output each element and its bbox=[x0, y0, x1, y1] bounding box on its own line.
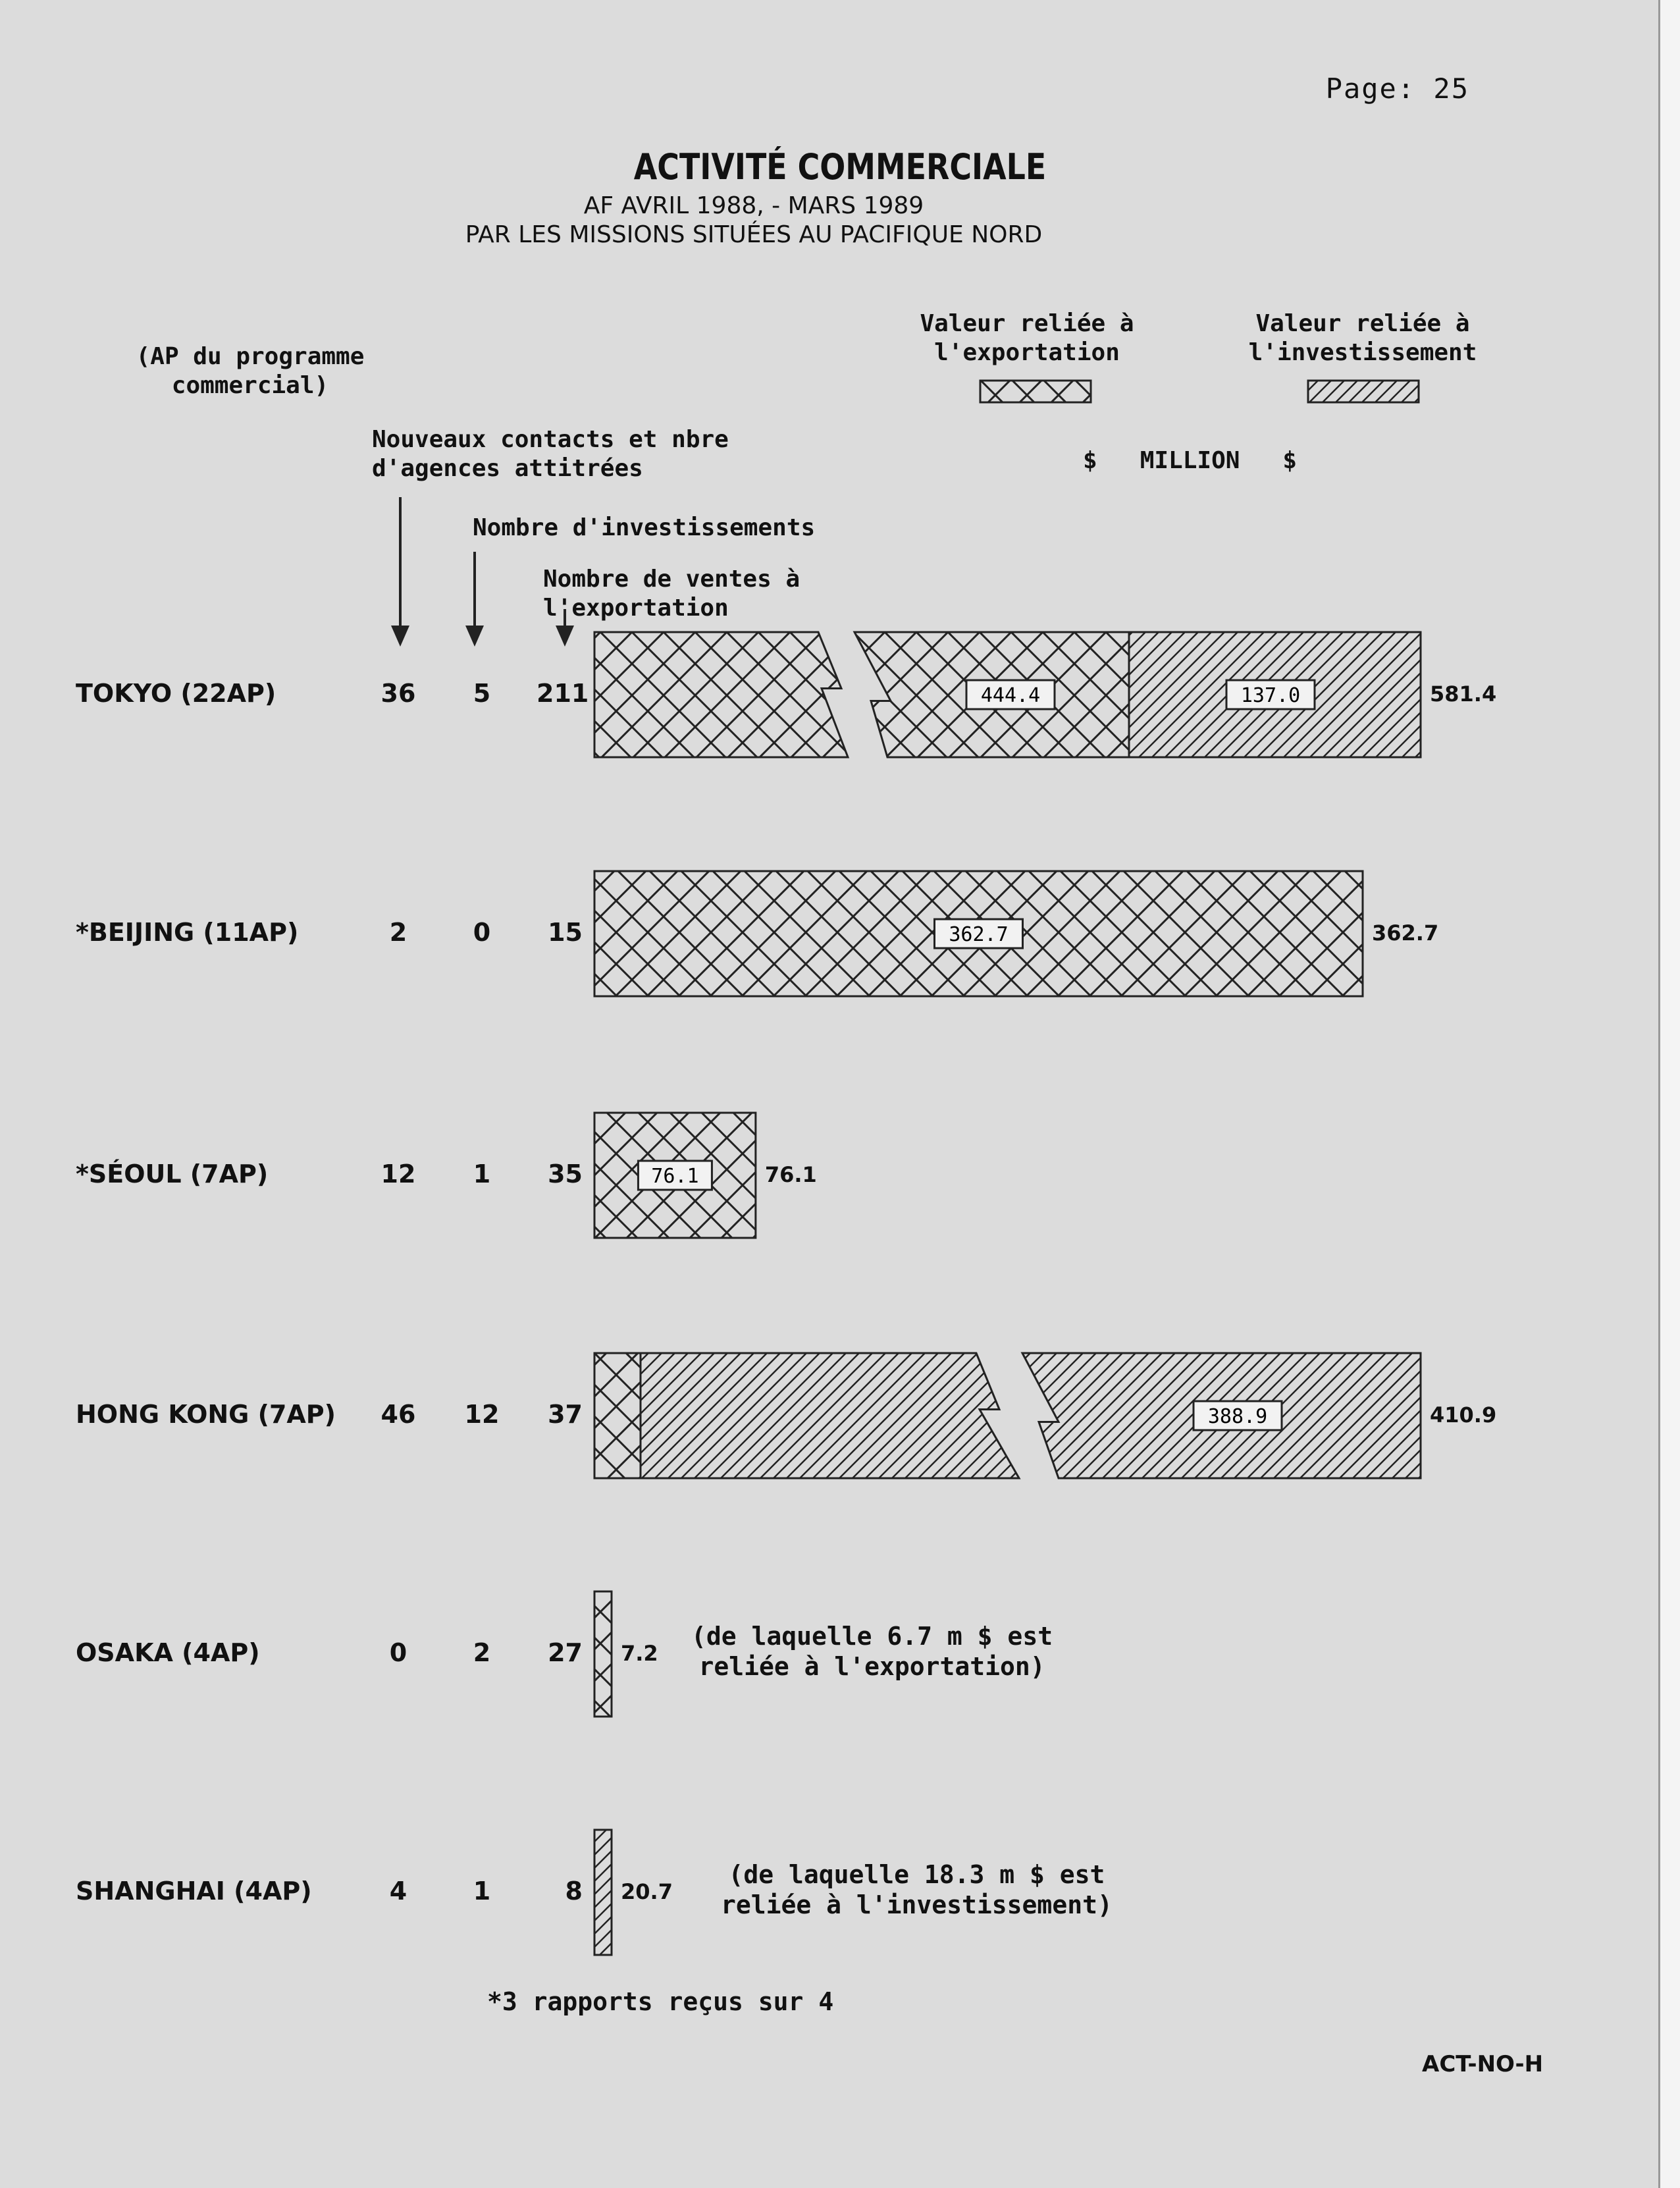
row-note-line: (de laquelle 18.3 m $ est bbox=[728, 1860, 1105, 1889]
investments-count: 12 bbox=[464, 1400, 500, 1429]
row-label: TOKYO (22AP) bbox=[76, 679, 276, 708]
bar-export-segment bbox=[594, 1353, 641, 1478]
row-note-line: reliée à l'investissement) bbox=[721, 1890, 1113, 1919]
bar-total: 410.9 bbox=[1430, 1402, 1497, 1428]
row-label: HONG KONG (7AP) bbox=[76, 1400, 336, 1429]
row-label: *SÉOUL (7AP) bbox=[76, 1160, 269, 1188]
document-code: ACT-NO-H bbox=[1422, 2051, 1544, 2077]
bar-total: 76.1 bbox=[764, 1162, 817, 1187]
ap-label-line2: commercial) bbox=[171, 372, 329, 399]
investments-count: 0 bbox=[473, 918, 491, 947]
legend-invest-line2: l'investissement bbox=[1248, 339, 1477, 366]
subtitle-period: AF AVRIL 1988, - MARS 1989 bbox=[583, 192, 924, 219]
contacts-count: 4 bbox=[389, 1877, 407, 1906]
bar-export-segment bbox=[594, 632, 858, 757]
row-label: OSAKA (4AP) bbox=[76, 1638, 260, 1667]
bar-label-invest: 388.9 bbox=[1207, 1405, 1268, 1428]
bar-export-segment bbox=[594, 1591, 612, 1717]
legend-export-line1: Valeur reliée à bbox=[920, 310, 1134, 337]
bar-total: 20.7 bbox=[621, 1879, 673, 1904]
bar-label-export: 76.1 bbox=[651, 1165, 699, 1188]
header-contacts-line2: d'agences attitrées bbox=[372, 455, 643, 482]
sales-count: 35 bbox=[548, 1160, 583, 1188]
bar-label-export: 362.7 bbox=[949, 923, 1009, 946]
header-sales-line2: l'exportation bbox=[543, 595, 729, 622]
bar-total: 362.7 bbox=[1372, 921, 1439, 946]
header-investments: Nombre d'investissements bbox=[473, 514, 816, 541]
sales-count: 8 bbox=[565, 1877, 583, 1906]
legend-export-line2: l'exportation bbox=[934, 339, 1120, 366]
contacts-count: 36 bbox=[381, 679, 416, 708]
header-contacts-line1: Nouveaux contacts et nbre bbox=[372, 426, 729, 453]
footnote: *3 rapports reçus sur 4 bbox=[487, 1987, 834, 2016]
bar-label-export: 444.4 bbox=[980, 684, 1041, 707]
arrow-sales bbox=[556, 609, 574, 647]
row-label: *BEIJING (11AP) bbox=[76, 918, 299, 947]
contacts-count: 0 bbox=[389, 1638, 407, 1667]
bar-total: 581.4 bbox=[1430, 681, 1497, 707]
ap-label-line1: (AP du programme bbox=[136, 343, 365, 370]
row-note bbox=[721, 1859, 1113, 1920]
sales-count: 27 bbox=[548, 1638, 583, 1667]
page-number: Page: 25 bbox=[1325, 72, 1469, 105]
row-label: SHANGHAI (4AP) bbox=[76, 1877, 312, 1906]
legend-export-swatch bbox=[980, 381, 1091, 402]
contacts-count: 2 bbox=[389, 918, 407, 947]
subtitle-missions: PAR LES MISSIONS SITUÉES AU PACIFIQUE NORD bbox=[465, 221, 1043, 248]
bar-label-invest: 137.0 bbox=[1240, 684, 1301, 707]
sales-count: 37 bbox=[548, 1400, 583, 1429]
investments-count: 5 bbox=[473, 679, 491, 708]
legend-invest-swatch bbox=[1308, 381, 1419, 402]
bar-invest-segment bbox=[641, 1353, 1075, 1478]
arrow-contacts bbox=[391, 497, 409, 647]
bar-total: 7.2 bbox=[621, 1641, 658, 1666]
header-sales-line1: Nombre de ventes à bbox=[543, 566, 801, 593]
units-label: $ MILLION $ bbox=[1083, 447, 1298, 474]
page-title: ACTIVITÉ COMMERCIALE bbox=[633, 146, 1047, 188]
contacts-count: 46 bbox=[381, 1400, 416, 1429]
row-note-line: reliée à l'exportation) bbox=[698, 1652, 1045, 1681]
investments-count: 1 bbox=[473, 1877, 491, 1906]
legend-invest-line1: Valeur reliée à bbox=[1255, 310, 1470, 337]
investments-count: 1 bbox=[473, 1160, 491, 1188]
arrow-investments bbox=[465, 552, 484, 647]
contacts-count: 12 bbox=[381, 1160, 416, 1188]
sales-count: 211 bbox=[537, 679, 589, 708]
row-note-line: (de laquelle 6.7 m $ est bbox=[691, 1622, 1053, 1651]
bars-layer bbox=[594, 632, 1421, 1955]
row-note bbox=[691, 1621, 1053, 1682]
sales-count: 15 bbox=[548, 918, 583, 947]
bar-invest-segment bbox=[594, 1830, 612, 1955]
investments-count: 2 bbox=[473, 1638, 491, 1667]
